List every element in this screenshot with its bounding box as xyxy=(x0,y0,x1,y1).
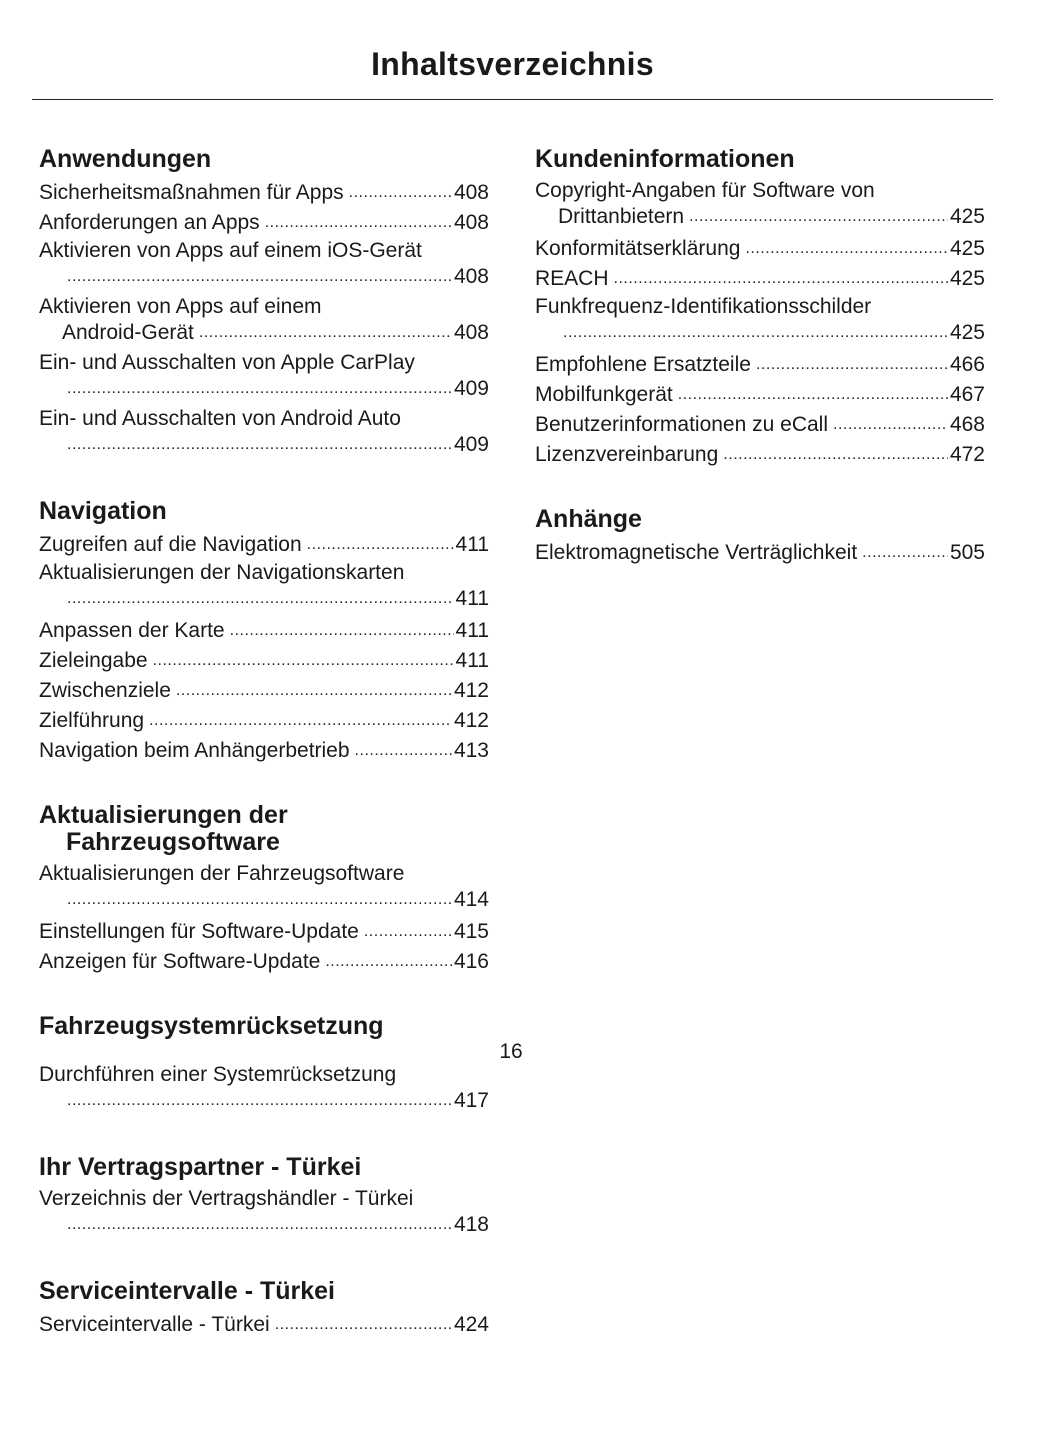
toc-entry[interactable] xyxy=(535,380,985,410)
toc-entry[interactable] xyxy=(39,1186,489,1238)
toc-right-column xyxy=(535,140,985,568)
entry-label-continuation: Android-Gerät xyxy=(62,321,194,344)
dot-leader xyxy=(67,1088,452,1114)
toc-entry[interactable] xyxy=(535,264,985,294)
toc-entry[interactable] xyxy=(39,178,489,208)
dot-leader xyxy=(756,350,948,380)
page-title: Inhaltsverzeichnis xyxy=(371,46,654,82)
toc-entry[interactable] xyxy=(39,530,489,560)
entry-label: Navigation beim Anhängerbetrieb xyxy=(39,739,350,762)
entry-label: Anzeigen für Software-Update xyxy=(39,950,321,973)
entry-page-number: 467 xyxy=(949,383,985,406)
entry-page-number: 472 xyxy=(949,443,985,466)
dot-leader xyxy=(563,320,948,346)
section-heading: Ihr Vertragspartner - Türkei xyxy=(39,1153,362,1181)
entry-page-number: 411 xyxy=(455,587,489,610)
dot-leader xyxy=(67,887,452,913)
toc-entry[interactable] xyxy=(535,294,985,346)
entry-label: Zugreifen auf die Navigation xyxy=(39,533,302,556)
dot-leader xyxy=(199,320,452,346)
toc-entry[interactable] xyxy=(39,616,489,646)
entry-page-number: 408 xyxy=(453,211,489,234)
toc-entry[interactable] xyxy=(39,406,489,458)
entry-page-number: 417 xyxy=(453,1089,489,1112)
entry-label: Ein- und Ausschalten von Apple CarPlay xyxy=(39,351,415,374)
section-heading: Kundeninformationen xyxy=(535,145,795,173)
toc-section-kundeninformationen xyxy=(535,140,985,500)
entry-label: Zielführung xyxy=(39,709,145,732)
entry-label: Aktivieren von Apps auf einem xyxy=(39,295,322,318)
entry-label: Benutzerinformationen zu eCall xyxy=(535,413,828,436)
toc-entry[interactable] xyxy=(39,646,489,676)
entry-label: Copyright-Angaben für Software von xyxy=(535,179,875,202)
title-divider xyxy=(32,99,993,100)
entry-page-number: 412 xyxy=(453,709,489,732)
toc-entry[interactable] xyxy=(535,410,985,440)
dot-leader xyxy=(678,380,948,410)
entry-label: Ein- und Ausschalten von Android Auto xyxy=(39,407,401,430)
entry-label: Zwischenziele xyxy=(39,679,171,702)
entry-label: Anforderungen an Apps xyxy=(39,211,260,234)
entry-page-number: 416 xyxy=(453,950,489,973)
dot-leader xyxy=(862,538,948,568)
entry-label: Verzeichnis der Vertragshändler - Türkei xyxy=(39,1187,414,1210)
dot-leader xyxy=(149,706,452,736)
dot-leader xyxy=(364,917,452,947)
toc-entry[interactable] xyxy=(39,1062,489,1114)
section-heading: Anhänge xyxy=(535,505,642,533)
dot-leader xyxy=(307,530,454,560)
entry-page-number: 411 xyxy=(455,619,489,642)
dot-leader xyxy=(67,1212,452,1238)
toc-entry[interactable] xyxy=(39,917,489,947)
dot-leader xyxy=(67,376,452,402)
page-number: 16 xyxy=(499,1040,523,1063)
entry-page-number: 415 xyxy=(453,920,489,943)
section-heading: Navigation xyxy=(39,497,167,525)
toc-entry[interactable] xyxy=(39,1310,489,1340)
entry-page-number: 411 xyxy=(455,649,489,672)
dot-leader xyxy=(833,410,948,440)
toc-entry[interactable] xyxy=(39,560,489,612)
entry-label: Funkfrequenz-Identifikationsschilder xyxy=(535,295,872,318)
entry-page-number: 414 xyxy=(453,888,489,911)
entry-page-number: 412 xyxy=(453,679,489,702)
entry-page-number: 409 xyxy=(453,433,489,456)
toc-entry[interactable] xyxy=(39,736,489,766)
section-heading-continuation: Fahrzeugsoftware xyxy=(66,828,280,856)
dot-leader xyxy=(176,676,452,706)
entry-page-number: 408 xyxy=(453,181,489,204)
toc-entry[interactable] xyxy=(39,676,489,706)
toc-section-anwendungen xyxy=(39,140,489,492)
entry-label: Elektromagnetische Verträglichkeit xyxy=(535,541,858,564)
dot-leader xyxy=(153,646,454,676)
entry-label: Mobilfunkgerät xyxy=(535,383,673,406)
dot-leader xyxy=(689,204,948,230)
entry-page-number: 424 xyxy=(453,1313,489,1336)
entry-page-number: 425 xyxy=(949,267,985,290)
toc-section-fahrzeugsoftware xyxy=(39,796,489,1007)
dot-leader xyxy=(67,264,452,290)
toc-left-column xyxy=(39,140,489,1340)
entry-label: Aktualisierungen der Navigationskarten xyxy=(39,561,405,584)
entry-label: Zieleingabe xyxy=(39,649,148,672)
entry-label: Konformitätserklärung xyxy=(535,237,741,260)
toc-section-anhaenge xyxy=(535,500,985,568)
toc-section-systemruecksetzung xyxy=(39,1007,489,1148)
toc-entry[interactable] xyxy=(535,440,985,470)
entry-page-number: 425 xyxy=(949,205,985,228)
entry-page-number: 418 xyxy=(453,1213,489,1236)
dot-leader xyxy=(349,178,452,208)
toc-section-serviceintervalle xyxy=(39,1272,489,1340)
entry-label: Aktualisierungen der Fahrzeugsoftware xyxy=(39,862,405,885)
toc-entry[interactable] xyxy=(39,238,489,290)
toc-section-vertragspartner xyxy=(39,1148,489,1272)
entry-label: Lizenzvereinbarung xyxy=(535,443,719,466)
dot-leader xyxy=(275,1310,452,1340)
entry-page-number: 411 xyxy=(455,533,489,556)
entry-page-number: 466 xyxy=(949,353,985,376)
entry-label: Durchführen einer Systemrücksetzung xyxy=(39,1063,397,1086)
dot-leader xyxy=(723,440,948,470)
entry-label: Aktivieren von Apps auf einem iOS-Gerät xyxy=(39,239,422,262)
entry-label: Einstellungen für Software-Update xyxy=(39,920,359,943)
entry-page-number: 408 xyxy=(453,265,489,288)
entry-page-number: 505 xyxy=(949,541,985,564)
section-heading: Fahrzeugsystemrücksetzung xyxy=(39,1012,384,1040)
dot-leader xyxy=(745,234,948,264)
toc-section-navigation xyxy=(39,492,489,796)
toc-entry[interactable] xyxy=(39,294,489,346)
entry-label: Sicherheitsmaßnahmen für Apps xyxy=(39,181,344,204)
entry-page-number: 425 xyxy=(949,321,985,344)
dot-leader xyxy=(67,586,454,612)
dot-leader xyxy=(265,208,452,238)
section-heading xyxy=(39,796,489,856)
section-heading: Anwendungen xyxy=(39,145,212,173)
toc-entry[interactable] xyxy=(535,538,985,568)
entry-label: Anpassen der Karte xyxy=(39,619,225,642)
toc-entry[interactable] xyxy=(39,208,489,238)
toc-entry[interactable] xyxy=(39,350,489,402)
dot-leader xyxy=(614,264,948,294)
dot-leader xyxy=(67,432,452,458)
dot-leader xyxy=(325,947,452,977)
toc-entry[interactable] xyxy=(535,350,985,380)
toc-entry[interactable] xyxy=(535,178,985,230)
section-heading: Serviceintervalle - Türkei xyxy=(39,1277,335,1305)
entry-page-number: 409 xyxy=(453,377,489,400)
toc-entry[interactable] xyxy=(39,706,489,736)
toc-entry[interactable] xyxy=(535,234,985,264)
entry-page-number: 413 xyxy=(453,739,489,762)
toc-entry[interactable] xyxy=(39,861,489,913)
toc-entry[interactable] xyxy=(39,947,489,977)
entry-label: REACH xyxy=(535,267,609,290)
dot-leader xyxy=(355,736,452,766)
entry-page-number: 425 xyxy=(949,237,985,260)
entry-page-number: 408 xyxy=(453,321,489,344)
section-heading-line: Aktualisierungen der xyxy=(39,801,288,829)
entry-label: Empfohlene Ersatzteile xyxy=(535,353,751,376)
dot-leader xyxy=(230,616,454,646)
entry-label-continuation: Drittanbietern xyxy=(558,205,685,228)
entry-label: Serviceintervalle - Türkei xyxy=(39,1313,270,1336)
entry-page-number: 468 xyxy=(949,413,985,436)
